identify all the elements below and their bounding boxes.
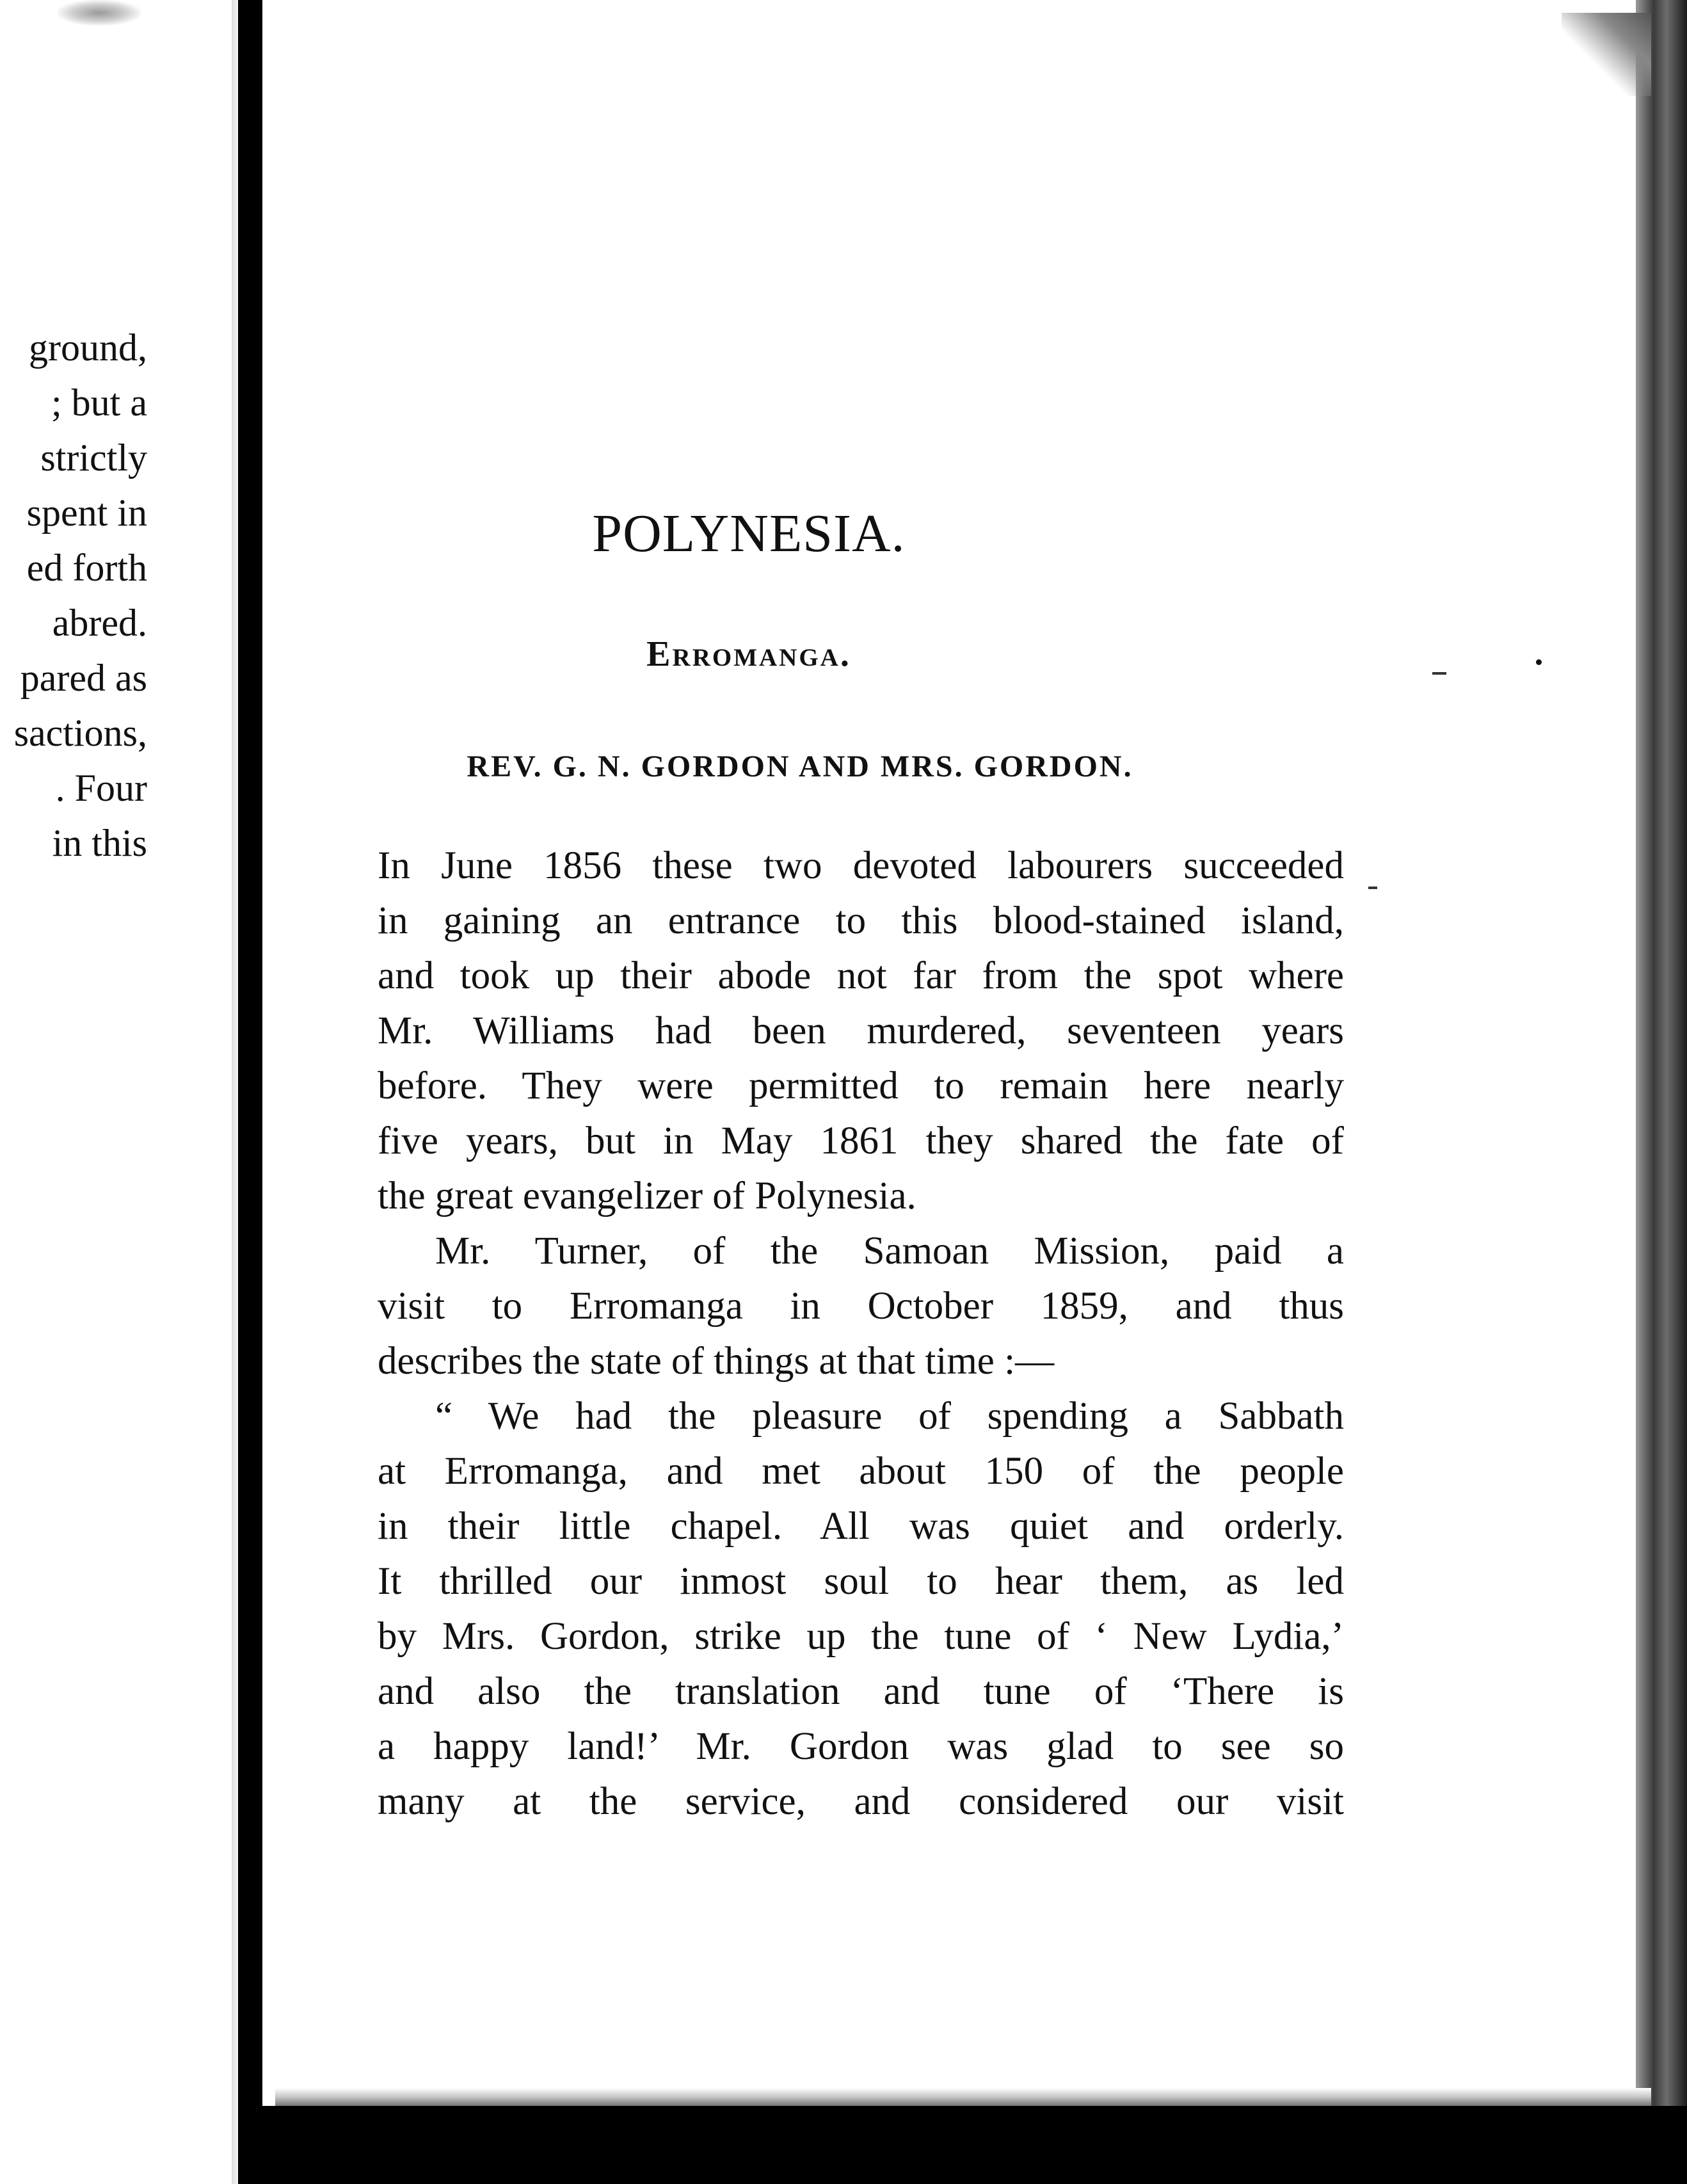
body-line: many at the service, and considered our visit bbox=[378, 1780, 1344, 1823]
body-line: by Mrs. Gordon, strike up the tune of ‘ New Lydia,’ bbox=[378, 1615, 1344, 1658]
scan-speck bbox=[1536, 659, 1542, 665]
subheading: REV. G. N. GORDON AND MRS. GORDON. bbox=[467, 750, 1133, 783]
page-title: POLYNESIA. bbox=[592, 504, 906, 563]
left-page-text bbox=[0, 320, 147, 871]
body-line: Mr. Williams had been murdered, seventeen years bbox=[378, 1009, 1344, 1052]
left-facing-page bbox=[0, 0, 238, 2184]
body-line: In June 1856 these two devoted labourers succeeded bbox=[378, 844, 1344, 887]
body-line: in gaining an entrance to this blood-stained island, bbox=[378, 899, 1344, 942]
left-page-line: pared as bbox=[20, 657, 147, 699]
body-line: and also the translation and tune of ‘There is bbox=[378, 1670, 1344, 1713]
scan-background bbox=[262, 2106, 1687, 2184]
body-line: a happy land!’ Mr. Gordon was glad to see so bbox=[378, 1725, 1344, 1768]
book-gutter bbox=[238, 0, 262, 2184]
page-bottom-edge bbox=[275, 2088, 1651, 2107]
body-text bbox=[378, 839, 1344, 1829]
body-line: at Erromanga, and met about 150 of the people bbox=[378, 1450, 1344, 1493]
body-line: “ We had the pleasure of spending a Sabbath bbox=[435, 1395, 1344, 1438]
left-page-edge bbox=[232, 0, 238, 2184]
body-line: before. They were permitted to remain here nearly bbox=[378, 1064, 1344, 1107]
left-page-line: ground, bbox=[29, 326, 147, 369]
scan-speck bbox=[1432, 672, 1446, 675]
left-page-line: abred. bbox=[52, 602, 147, 644]
folded-corner bbox=[1562, 13, 1651, 96]
left-page-line: sactions, bbox=[13, 712, 147, 754]
scan-speck bbox=[1368, 887, 1377, 889]
body-line: in their little chapel. All was quiet and orderly. bbox=[378, 1505, 1344, 1548]
body-line: and took up their abode not far from the spot where bbox=[378, 954, 1344, 997]
body-line: describes the state of things at that time :— bbox=[378, 1340, 1055, 1383]
left-page-line: ed forth bbox=[26, 547, 147, 589]
body-line: five years, but in May 1861 they shared the fate of bbox=[378, 1120, 1344, 1162]
left-page-line: . Four bbox=[55, 767, 147, 809]
body-line: the great evangelizer of Polynesia. bbox=[378, 1175, 916, 1217]
section-heading: Erromanga. bbox=[646, 634, 851, 674]
body-line: visit to Erromanga in October 1859, and thus bbox=[378, 1285, 1344, 1328]
left-page-line: in this bbox=[52, 822, 147, 864]
left-page-line: strictly bbox=[40, 437, 147, 479]
left-page-line: spent in bbox=[26, 492, 147, 534]
left-page-line: ; but a bbox=[51, 381, 147, 424]
body-line: It thrilled our inmost soul to hear them, as led bbox=[378, 1560, 1344, 1603]
body-line: Mr. Turner, of the Samoan Mission, paid a bbox=[435, 1230, 1344, 1273]
page-stack-edge bbox=[1636, 0, 1687, 2184]
ink-blot bbox=[58, 0, 141, 26]
